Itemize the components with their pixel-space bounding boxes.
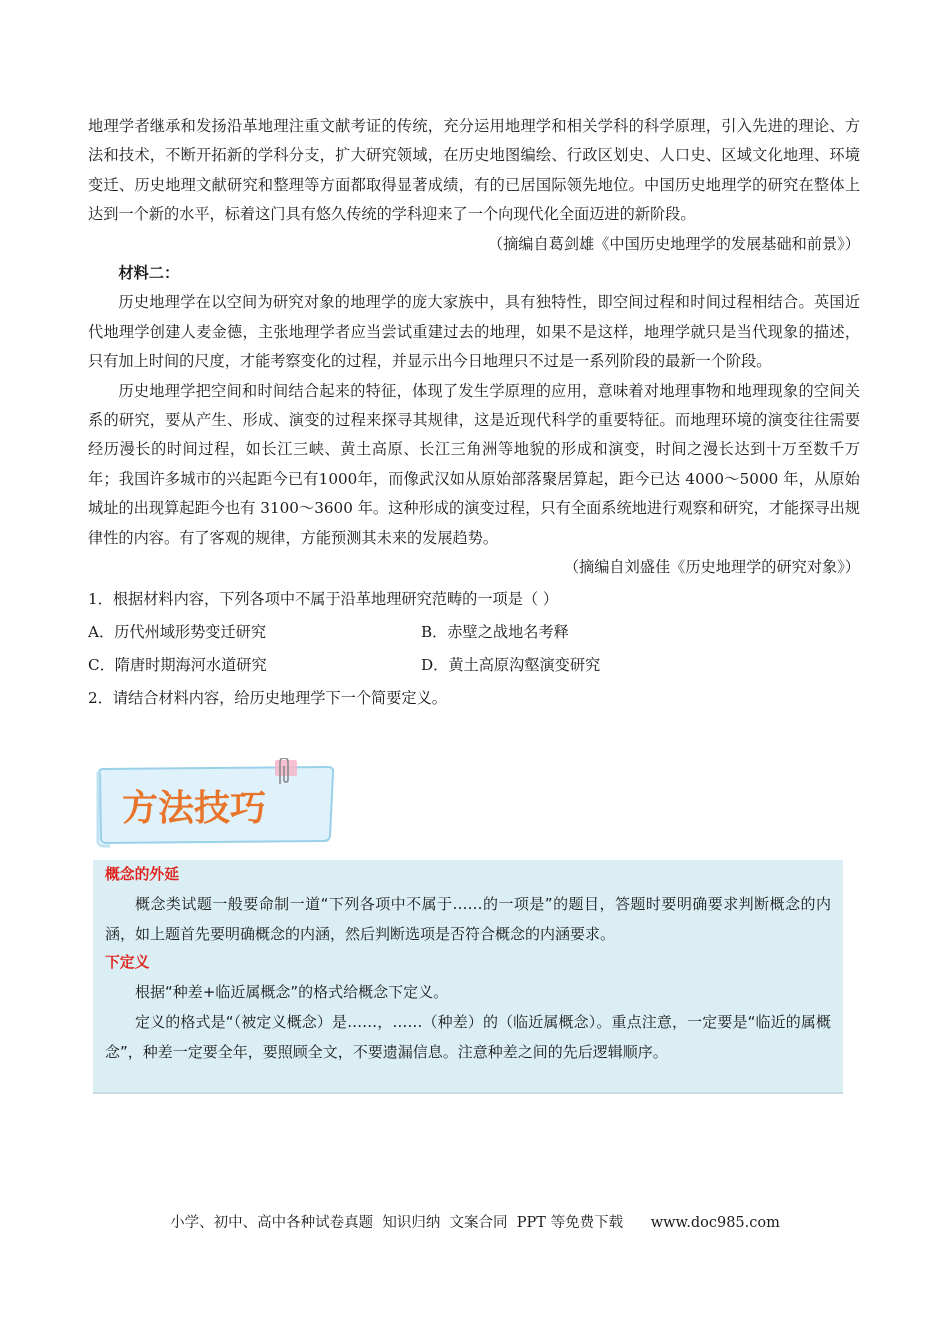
banner-title: 方法技巧: [122, 788, 267, 829]
options-row-1: [88, 616, 860, 649]
material1-paragraph: 地理学者继承和发扬沿革地理注重文献考证的传统，充分运用地理学和相关学科的科学原理，引入先进的理论、方法和技术，不断开拓新的学科分支，扩大研究领域，在历史地图编绘、行政区划史、人口史、区域文化地理、环境变迁、历史地理文献研究和整理等方面都取得显著成绩，有的已居国际领先地位。中国历史地理学的研究在整体上达到一个新的水平，标着这门具有悠久传统的学科迎来了一个向现代化全面迈进的新阶段。: [88, 117, 860, 224]
material2-label: 材料二：: [118, 264, 180, 283]
material2-paragraph-2: 历史地理学把空间和时间结合起来的特征，体现了发生学原理的应用，意味着对地理事物和地理现象的空间关系的研究，要从产生、形成、演变的过程来探寻其规律，这是近现代科学的重要特征。而地理环境的演变往往需要经历漫长的时间过程，如长江三峡、黄土高原、长江三角洲等地貌的形成和演变，时间之漫长达到十万至数千万年；我国许多城市的兴起距今已有1000年，而像武汉如从原始部落聚居算起，距今已达 4000～5000 年，从原始城址的出现算起距今也有 3100～3600 年。这种形成的演变过程，只有全面系统地进行观察和研究，才能探寻出规律性的内容。有了客观的规律，方能预测其未来的发展趋势。: [88, 381, 860, 547]
question-2: 2．请结合材料内容，给历史地理学下一个简要定义。: [88, 688, 447, 707]
option-d: D．黄土高原沟壑演变研究: [421, 655, 601, 674]
tips-heading-definition: 下定义: [105, 954, 150, 971]
tips-text-1: 概念类试题一般要命制一道“下列各项中不属于……的一项是”的题目，答题时要明确要求判断概念的内涵，如上题首先要明确概念的内涵，然后判断选项是否符合概念的内涵要求。: [105, 895, 831, 943]
option-a: A．历代州域形势变迁研究: [88, 622, 267, 641]
option-c: C．隋唐时期海河水道研究: [88, 655, 267, 674]
question-1: 1．根据材料内容，下列各项中不属于沿革地理研究范畴的一项是（ ）: [88, 589, 559, 608]
material1-source: （摘编自葛剑雄《中国历史地理学的发展基础和前景》）: [487, 234, 860, 253]
tips-text-2: 根据“种差+临近属概念”的格式给概念下定义。: [135, 983, 449, 1001]
material2-paragraph-1: 历史地理学在以空间为研究对象的地理学的庞大家族中，具有独特性，即空间过程和时间过程相结合。英国近代地理学创建人麦金德，主张地理学者应当尝试重建过去的地理，如果不是这样，地理学就只是当代现象的描述，只有加上时间的尺度，才能考察变化的过程，并显示出今日地理只不过是一系列阶段的最新一个阶段。: [88, 293, 860, 371]
option-b: B．赤壁之战地名考释: [421, 622, 569, 641]
options-row-2: [88, 649, 860, 682]
footer-text: 小学、初中、高中各种试卷真题 知识归纳 文案合同 PPT 等免费下载 www.doc985.com: [170, 1215, 780, 1231]
material2-source: （摘编自刘盛佳《历史地理学的研究对象》）: [563, 558, 860, 577]
method-tips-banner: [92, 758, 342, 850]
tips-heading-extension: 概念的外延: [105, 866, 179, 883]
tips-box: [93, 860, 843, 1094]
document-body: [88, 112, 860, 715]
tips-text-3: 定义的格式是“（被定义概念）是……，……（种差）的（临近属概念）。重点注意，一定要是“临近的属概念”，种差一定要全年，要照顾全文，不要遗漏信息。注意种差之间的先后逻辑顺序。: [105, 1013, 831, 1061]
